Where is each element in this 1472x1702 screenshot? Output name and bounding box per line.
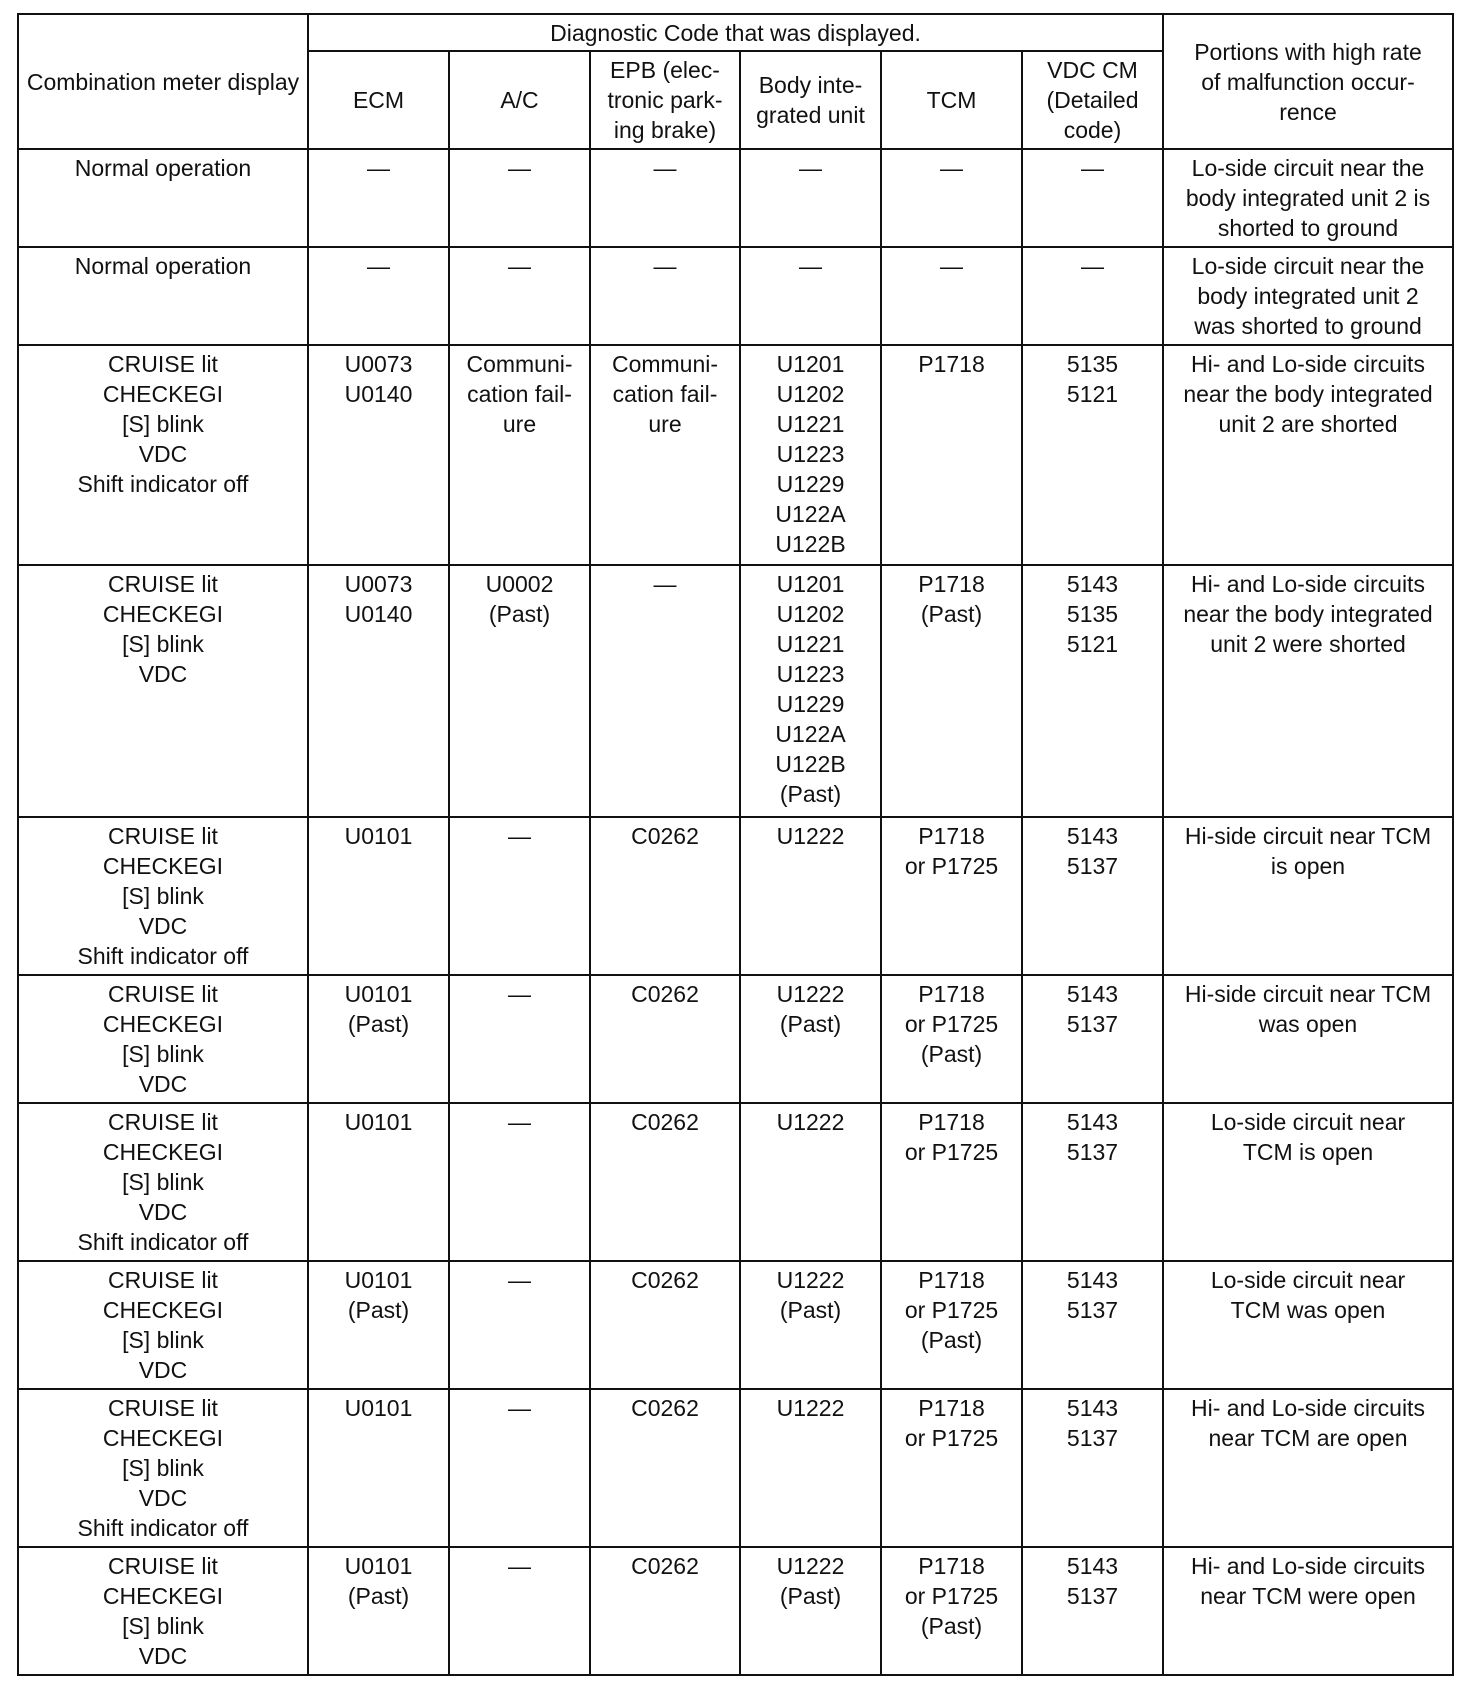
cell-epb: [590, 975, 740, 1103]
cell-text: U1201 U1202 U1221 U1223 U1229 U122A U122B: [775, 351, 846, 557]
cell-text: —: [508, 155, 531, 181]
cell-text: U1201 U1202 U1221 U1223 U1229 U122A U122B (Past): [775, 571, 846, 807]
cell-text: 5143 5137: [1066, 823, 1119, 879]
table-row: [18, 565, 1453, 817]
cell-text: Lo-side circuit near the body integrated unit 2 is shorted to ground: [1185, 155, 1431, 241]
cell-text: 5143 5137: [1066, 1267, 1119, 1323]
cell-ac: [449, 1261, 590, 1389]
cell-text: U1222: [776, 1109, 845, 1135]
cell-text: Lo-side circuit near TCM is open: [1210, 1109, 1406, 1165]
cell-ecm: [308, 345, 449, 565]
cell-portions: [1163, 247, 1453, 345]
table-row: [18, 247, 1453, 345]
cell-display: [18, 149, 308, 247]
cell-text: CRUISE lit CHECKEGI [S] blink VDC: [102, 1553, 224, 1669]
cell-vdc: [1022, 975, 1163, 1103]
cell-body: [740, 565, 881, 817]
cell-body: [740, 1103, 881, 1261]
cell-tcm: [881, 345, 1022, 565]
cell-text: —: [508, 253, 531, 279]
cell-text: —: [508, 1553, 531, 1579]
cell-text: U1222: [776, 823, 845, 849]
cell-text: U1222 (Past): [776, 1553, 845, 1609]
cell-text: U0101 (Past): [344, 1553, 413, 1609]
cell-ecm: [308, 817, 449, 975]
cell-display: [18, 1389, 308, 1547]
cell-portions: [1163, 1547, 1453, 1675]
table-body: [18, 149, 1453, 1675]
cell-text: CRUISE lit CHECKEGI [S] blink VDC Shift indicator off: [77, 351, 249, 497]
cell-epb: [590, 817, 740, 975]
cell-display: [18, 565, 308, 817]
cell-text: U0101: [344, 823, 413, 849]
cell-text: P1718 or P1725 (Past): [904, 1267, 999, 1353]
cell-ac: [449, 817, 590, 975]
cell-ac: [449, 975, 590, 1103]
cell-body: [740, 345, 881, 565]
cell-ac: [449, 149, 590, 247]
cell-text: CRUISE lit CHECKEGI [S] blink VDC Shift indicator off: [77, 1395, 249, 1541]
cell-text: P1718 or P1725: [904, 823, 999, 879]
cell-display: [18, 1103, 308, 1261]
cell-ecm: [308, 1547, 449, 1675]
cell-tcm: [881, 817, 1022, 975]
cell-tcm: [881, 1389, 1022, 1547]
cell-portions: [1163, 149, 1453, 247]
cell-body: [740, 1389, 881, 1547]
cell-text: P1718 or P1725: [904, 1395, 999, 1451]
cell-text: —: [508, 981, 531, 1007]
cell-text: —: [1081, 155, 1104, 181]
cell-text: —: [799, 155, 822, 181]
table-row: [18, 149, 1453, 247]
diagnostic-table-wrapper: [17, 13, 1454, 1676]
cell-epb: [590, 1547, 740, 1675]
cell-text: U1222: [776, 1395, 845, 1421]
table-row: [18, 1103, 1453, 1261]
cell-text: 5143 5137: [1066, 1109, 1119, 1165]
cell-ecm: [308, 247, 449, 345]
cell-text: —: [367, 253, 390, 279]
cell-vdc: [1022, 345, 1163, 565]
table-row: [18, 1389, 1453, 1547]
cell-body: [740, 247, 881, 345]
header-tcm: TCM: [881, 51, 1022, 149]
cell-text: Lo-side circuit near the body integrated unit 2 was shorted to ground: [1191, 253, 1425, 339]
cell-display: [18, 1547, 308, 1675]
cell-text: U0101: [344, 1109, 413, 1135]
cell-tcm: [881, 1103, 1022, 1261]
cell-tcm: [881, 149, 1022, 247]
cell-text: —: [940, 155, 963, 181]
cell-portions: [1163, 345, 1453, 565]
cell-text: Normal operation: [74, 155, 252, 181]
cell-epb: [590, 247, 740, 345]
table-row: [18, 1261, 1453, 1389]
cell-vdc: [1022, 1103, 1163, 1261]
cell-portions: [1163, 565, 1453, 817]
cell-tcm: [881, 565, 1022, 817]
cell-text: U0101 (Past): [344, 1267, 413, 1323]
cell-text: —: [653, 253, 677, 279]
table-row: [18, 975, 1453, 1103]
cell-text: CRUISE lit CHECKEGI [S] blink VDC Shift indicator off: [77, 1109, 249, 1255]
cell-ac: [449, 1547, 590, 1675]
cell-body: [740, 149, 881, 247]
cell-text: P1718 or P1725: [904, 1109, 999, 1165]
cell-ecm: [308, 1103, 449, 1261]
cell-tcm: [881, 247, 1022, 345]
cell-text: Normal operation: [74, 253, 252, 279]
cell-display: [18, 975, 308, 1103]
cell-text: CRUISE lit CHECKEGI [S] blink VDC: [102, 571, 224, 687]
cell-text: Hi- and Lo-side circuits near the body integrated unit 2 were shorted: [1183, 571, 1433, 657]
header-diagnostic-code-group: Diagnostic Code that was displayed.: [308, 14, 1163, 51]
cell-text: 5143 5137: [1066, 1395, 1119, 1451]
cell-vdc: [1022, 247, 1163, 345]
cell-text: Hi- and Lo-side circuits near TCM were open: [1191, 1553, 1425, 1609]
cell-text: 5135 5121: [1066, 351, 1119, 407]
cell-text: —: [508, 823, 531, 849]
cell-portions: [1163, 1103, 1453, 1261]
cell-text: —: [653, 155, 677, 181]
cell-epb: [590, 1103, 740, 1261]
table-row: [18, 1547, 1453, 1675]
cell-text: —: [940, 253, 963, 279]
cell-text: C0262: [631, 1395, 699, 1421]
header-vdc-cm: VDC CM (Detailed code): [1022, 51, 1163, 149]
cell-text: U0101 (Past): [344, 981, 413, 1037]
cell-epb: [590, 565, 740, 817]
cell-text: 5143 5137: [1066, 981, 1119, 1037]
cell-body: [740, 1261, 881, 1389]
cell-tcm: [881, 975, 1022, 1103]
cell-tcm: [881, 1547, 1022, 1675]
cell-ac: [449, 1389, 590, 1547]
cell-text: Communi- cation fail- ure: [466, 351, 573, 437]
cell-vdc: [1022, 1389, 1163, 1547]
cell-text: CRUISE lit CHECKEGI [S] blink VDC: [102, 1267, 224, 1383]
cell-text: —: [1081, 253, 1104, 279]
cell-text: Hi- and Lo-side circuits near TCM are open: [1191, 1395, 1425, 1451]
cell-text: C0262: [631, 1109, 699, 1135]
cell-text: U0073 U0140: [344, 351, 413, 407]
cell-ac: [449, 1103, 590, 1261]
cell-tcm: [881, 1261, 1022, 1389]
cell-portions: [1163, 1389, 1453, 1547]
cell-display: [18, 1261, 308, 1389]
header-portions-malfunction: Portions with high rate of malfunction occur- rence: [1163, 14, 1453, 149]
cell-text: —: [508, 1109, 531, 1135]
cell-display: [18, 247, 308, 345]
cell-text: P1718 (Past): [918, 571, 985, 627]
cell-body: [740, 1547, 881, 1675]
cell-ecm: [308, 565, 449, 817]
cell-text: Hi-side circuit near TCM was open: [1184, 981, 1432, 1037]
cell-text: Communi- cation fail- ure: [611, 351, 719, 437]
cell-vdc: [1022, 149, 1163, 247]
cell-text: CRUISE lit CHECKEGI [S] blink VDC: [102, 981, 224, 1097]
cell-ac: [449, 345, 590, 565]
table-row: [18, 345, 1453, 565]
cell-body: [740, 975, 881, 1103]
table-row: [18, 817, 1453, 975]
cell-text: U0002 (Past): [485, 571, 554, 627]
cell-display: [18, 817, 308, 975]
cell-body: [740, 817, 881, 975]
cell-portions: [1163, 1261, 1453, 1389]
header-epb: EPB (elec- tronic park- ing brake): [590, 51, 740, 149]
cell-text: P1718 or P1725 (Past): [904, 1553, 999, 1639]
cell-text: U1222 (Past): [776, 981, 845, 1037]
cell-text: Hi-side circuit near TCM is open: [1184, 823, 1432, 879]
cell-ecm: [308, 1261, 449, 1389]
cell-text: Lo-side circuit near TCM was open: [1210, 1267, 1406, 1323]
header-body-integrated-unit: Body inte- grated unit: [740, 51, 881, 149]
cell-text: U0101: [344, 1395, 413, 1421]
cell-ac: [449, 565, 590, 817]
cell-text: 5143 5135 5121: [1066, 571, 1119, 657]
diagnostic-code-table: [17, 13, 1454, 1676]
cell-text: 5143 5137: [1066, 1553, 1119, 1609]
cell-display: [18, 345, 308, 565]
cell-text: C0262: [631, 981, 699, 1007]
cell-text: C0262: [631, 823, 699, 849]
cell-epb: [590, 149, 740, 247]
cell-ecm: [308, 1389, 449, 1547]
cell-ecm: [308, 149, 449, 247]
cell-text: —: [508, 1395, 531, 1421]
cell-text: —: [508, 1267, 531, 1293]
cell-text: P1718 or P1725 (Past): [904, 981, 999, 1067]
cell-text: P1718: [918, 351, 985, 377]
cell-text: C0262: [631, 1553, 699, 1579]
cell-ecm: [308, 975, 449, 1103]
cell-portions: [1163, 975, 1453, 1103]
cell-ac: [449, 247, 590, 345]
cell-vdc: [1022, 817, 1163, 975]
cell-text: —: [653, 571, 677, 597]
cell-text: C0262: [631, 1267, 699, 1293]
header-ac: A/C: [449, 51, 590, 149]
cell-text: U1222 (Past): [776, 1267, 845, 1323]
cell-vdc: [1022, 1261, 1163, 1389]
header-combination-meter-display: Combination meter display: [18, 14, 308, 149]
cell-text: U0073 U0140: [344, 571, 413, 627]
cell-epb: [590, 1261, 740, 1389]
cell-portions: [1163, 817, 1453, 975]
header-ecm: ECM: [308, 51, 449, 149]
cell-vdc: [1022, 565, 1163, 817]
cell-text: —: [367, 155, 390, 181]
cell-epb: [590, 1389, 740, 1547]
cell-text: CRUISE lit CHECKEGI [S] blink VDC Shift indicator off: [77, 823, 249, 969]
cell-epb: [590, 345, 740, 565]
cell-text: Hi- and Lo-side circuits near the body integrated unit 2 are shorted: [1183, 351, 1433, 437]
cell-text: —: [799, 253, 822, 279]
cell-vdc: [1022, 1547, 1163, 1675]
